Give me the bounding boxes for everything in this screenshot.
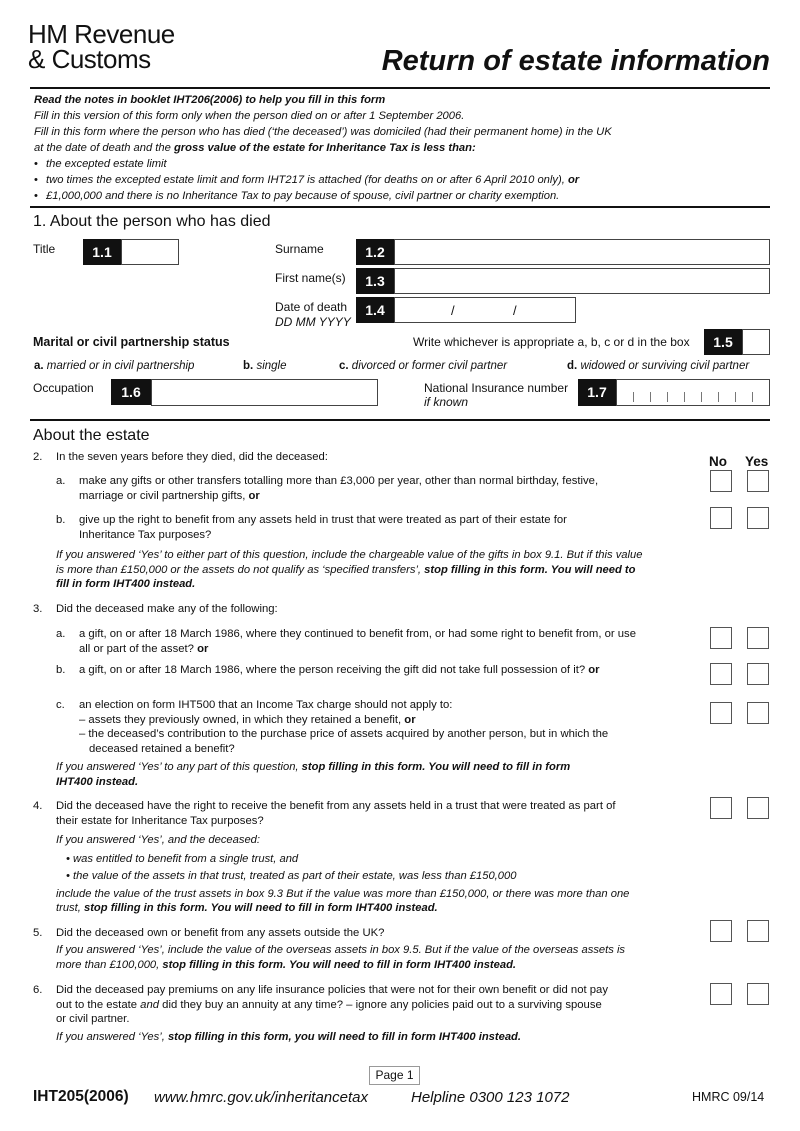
opt-c-text: divorced or former civil partner	[351, 360, 508, 372]
q5-text: Did the deceased own or benefit from any assets outside the UK?	[56, 927, 385, 939]
q3a-letter: a.	[56, 628, 66, 640]
q2a-line-2-text: marriage or civil partnership gifts,	[79, 489, 249, 502]
q2-note-line-2a: is more than £150,000 or the assets do not qualify as ‘specified transfers’,	[56, 563, 425, 576]
q3-note	[56, 760, 570, 789]
q2-text: In the seven years before they died, did the deceased:	[56, 451, 328, 463]
occupation-input[interactable]	[151, 379, 378, 406]
marital-status-label: Marital or civil partnership status	[33, 335, 230, 349]
q5-note-line-2a: more than £100,000,	[56, 958, 163, 971]
q5-no-checkbox[interactable]	[710, 920, 732, 942]
q4-note-line-1: If you answered ‘Yes’, and the deceased:	[56, 834, 260, 846]
header-rule	[30, 87, 770, 89]
q5-note-line-2	[56, 958, 625, 973]
q6-text	[56, 983, 608, 1027]
q6-line-2c: did they buy an annuity at any time? – ignore any policies paid out to a surviving spouse	[159, 998, 602, 1011]
nino-divider	[718, 392, 719, 402]
q6-no-checkbox[interactable]	[710, 983, 732, 1005]
q4-note	[56, 833, 629, 916]
q2b-line-1: give up the right to benefit from any assets held in trust that were treated as part of their estate for	[79, 514, 567, 526]
dod-separator-1: /	[451, 303, 455, 318]
q3b-text	[79, 663, 600, 678]
col-yes-header: Yes	[745, 454, 769, 469]
footer-url[interactable]: www.hmrc.gov.uk/inheritancetax	[154, 1089, 368, 1106]
dod-label: Date of death	[275, 300, 348, 314]
q6-note-a: If you answered ‘Yes’,	[56, 1031, 168, 1043]
q3-note-line-1b: stop filling in this form. You will need to fill in form	[301, 761, 571, 773]
date-of-death-input[interactable]	[394, 297, 576, 323]
q6-line-3: or civil partner.	[56, 1013, 130, 1025]
q5-note-line-2b: stop filling in this form. You will need to fill in form IHT400 instead.	[162, 958, 517, 971]
col-no-header: No	[709, 454, 727, 469]
q2-note	[56, 548, 642, 592]
q3c-sub-1	[79, 713, 608, 728]
marital-option-b	[243, 360, 287, 372]
q4-no-checkbox[interactable]	[710, 797, 732, 819]
box-tag-1-1: 1.1	[83, 239, 121, 265]
estate-heading: About the estate	[33, 427, 150, 444]
nino-divider	[701, 392, 702, 402]
q3c-text	[79, 698, 608, 756]
nino-divider	[735, 392, 736, 402]
q2a-line-1: make any gifts or other transfers totalling more than £3,000 per year, other than normal birthday, festive,	[79, 475, 599, 487]
q3-note-line-1a: If you answered ‘Yes’ to any part of this question,	[56, 761, 302, 773]
opt-a-text: married or in civil partnership	[46, 360, 195, 372]
title-label: Title	[33, 242, 56, 256]
q6-line-2b: and	[140, 998, 160, 1011]
q3a-line-2-text: all or part of the asset?	[79, 642, 198, 655]
q2-note-line-1: If you answered ‘Yes’ to either part of this question, include the chargeable value of the gifts in box 9.1. But if this value	[56, 549, 643, 561]
dod-separator-2: /	[513, 303, 517, 318]
intro-bullet-2b: or	[567, 174, 580, 186]
surname-label: Surname	[275, 242, 324, 256]
q4-note-bullet-1: • was entitled to benefit from a single trust, and	[66, 852, 299, 865]
logo-line-2: & Customs	[28, 44, 151, 74]
box-tag-1-2: 1.2	[356, 239, 394, 265]
q6-number: 6.	[33, 984, 43, 996]
q2b-text	[79, 513, 567, 542]
section1-heading: 1. About the person who has died	[33, 213, 271, 230]
q3a-line-2	[79, 642, 636, 657]
q3a-text	[79, 627, 636, 656]
q5-note-line-1: If you answered ‘Yes’, include the value of the overseas assets in box 9.5. But if the value of the overseas assets is	[56, 944, 626, 956]
nino-divider	[633, 392, 634, 402]
nino-label: National Insurance number	[424, 381, 569, 395]
q3-number: 3.	[33, 603, 43, 615]
q3c-sub-1-or: or	[404, 713, 416, 726]
intro-line-4b: gross value of the estate for Inheritance Tax is less than:	[173, 142, 476, 154]
q3c-yes-checkbox[interactable]	[747, 702, 769, 724]
nino-input[interactable]	[616, 379, 770, 406]
q3a-or: or	[197, 642, 209, 655]
intro-bullet-2a: two times the excepted estate limit and form IHT217 is attached (for deaths on or after 6 April 2010 only),	[46, 174, 568, 186]
intro-line-1: Read the notes in booklet IHT206(2006) to help you fill in this form	[34, 94, 386, 106]
q3b-yes-checkbox[interactable]	[747, 663, 769, 685]
q2-note-line-3: fill in form IHT400 instead.	[56, 578, 196, 590]
q2b-yes-checkbox[interactable]	[747, 507, 769, 529]
q2a-yes-checkbox[interactable]	[747, 470, 769, 492]
q2-note-line-2b: stop filling in this form. You will need to	[424, 563, 636, 576]
q6-note-b: stop filling in this form, you will need to fill in form IHT400 instead.	[167, 1031, 521, 1043]
q2b-no-checkbox[interactable]	[710, 507, 732, 529]
q3b-no-checkbox[interactable]	[710, 663, 732, 685]
q3c-sub-2: – the deceased’s contribution to the purchase price of assets acquired by another person, but in which the	[79, 728, 609, 740]
q3a-line-1: a gift, on or after 18 March 1986, where they continued to benefit from, or had some right to benefit from, or use	[79, 628, 636, 640]
intro-notes	[34, 92, 774, 204]
q2a-letter: a.	[56, 475, 66, 487]
q4-line-1: Did the deceased have the right to receive the benefit from any assets held in a trust that were treated as part of	[56, 800, 616, 812]
q3-note-line-1	[56, 760, 570, 775]
q3c-no-checkbox[interactable]	[710, 702, 732, 724]
q2a-no-checkbox[interactable]	[710, 470, 732, 492]
q3c-letter: c.	[56, 699, 65, 711]
firstname-label: First name(s)	[275, 271, 346, 285]
q6-yes-checkbox[interactable]	[747, 983, 769, 1005]
q6-line-1: Did the deceased pay premiums on any life insurance policies that were not for their own benefit or did not pay	[56, 984, 608, 996]
intro-bullet-1: • the excepted estate limit	[34, 156, 774, 172]
opt-b-text: single	[256, 360, 287, 372]
q5-note	[56, 943, 625, 972]
q2a-or: or	[248, 489, 260, 502]
q3b-line: a gift, on or after 18 March 1986, where the person receiving the gift did not take full possession of it?	[79, 664, 589, 676]
firstname-input[interactable]	[394, 268, 770, 294]
q2a-line-2	[79, 489, 598, 504]
q2a-text	[79, 474, 598, 503]
opt-c-letter: c.	[339, 360, 349, 372]
nino-divider	[667, 392, 668, 402]
marital-option-c	[339, 360, 507, 372]
intro-line-3: Fill in this form where the person who has died (‘the deceased’) was domiciled (had their permanent home) in the UK	[34, 126, 612, 138]
occupation-label: Occupation	[33, 381, 94, 395]
marital-option-a	[34, 360, 194, 372]
nino-sub-label: if known	[424, 395, 469, 409]
q4-yes-checkbox[interactable]	[747, 797, 769, 819]
marital-status-input[interactable]	[742, 329, 770, 355]
box-tag-1-4: 1.4	[356, 297, 394, 323]
q2b-line-2: Inheritance Tax purposes?	[79, 528, 212, 541]
q4-note-line-3	[56, 901, 629, 916]
estate-rule	[30, 419, 770, 421]
intro-line-4a: at the date of death and the	[34, 142, 174, 154]
q2b-letter: b.	[56, 514, 66, 526]
q4-note-line-3b: stop filling in this form. You will need to fill in form IHT400 instead.	[83, 902, 438, 914]
q3c-sub-2b: deceased retained a benefit?	[89, 742, 235, 755]
q3c-line-1: an election on form IHT500 that an Income Tax charge should not apply to:	[79, 699, 453, 711]
box-tag-1-3: 1.3	[356, 268, 394, 294]
form-title: Return of estate information	[381, 45, 770, 77]
page-number: Page 1	[369, 1066, 420, 1085]
q2-note-line-2	[56, 563, 642, 578]
intro-bullet-2	[34, 172, 774, 188]
logo-line-1: HM Revenue	[28, 19, 175, 49]
intro-line-2: Fill in this version of this form only when the person died on or after 1 September 2006.	[34, 110, 465, 122]
section1-rule	[30, 206, 770, 208]
q4-note-bullet-2-text: the value of the assets in that trust, treated as part of their estate, was less than £150,000	[73, 870, 517, 882]
q3c-sub-1-text: – assets they previously owned, in which they retained a benefit,	[79, 713, 405, 726]
q4-text	[56, 799, 616, 828]
q3b-or: or	[588, 664, 600, 676]
marital-option-d	[567, 360, 749, 372]
box-tag-1-6: 1.6	[111, 379, 151, 405]
nino-divider	[650, 392, 651, 402]
surname-input[interactable]	[394, 239, 770, 265]
opt-d-letter: d.	[567, 360, 578, 372]
q6-note	[56, 1030, 521, 1045]
q4-note-bullet-2: • the value of the assets in that trust, treated as part of their estate, was less than £150,000	[66, 870, 517, 882]
q3a-no-checkbox[interactable]	[710, 627, 732, 649]
q5-yes-checkbox[interactable]	[747, 920, 769, 942]
q6-line-2a: out to the estate	[56, 998, 141, 1011]
q4-note-line-2: include the value of the trust assets in box 9.3 But if the value was more than £150,000, or there was more than one	[56, 887, 630, 900]
q3b-letter: b.	[56, 664, 66, 676]
nino-divider	[684, 392, 685, 402]
q4-note-line-3a: trust,	[56, 902, 84, 914]
footer-version: HMRC 09/14	[692, 1090, 765, 1104]
q3-text: Did the deceased make any of the following:	[56, 603, 278, 615]
title-input[interactable]	[121, 239, 179, 265]
q5-number: 5.	[33, 927, 43, 939]
marital-instruction: Write whichever is appropriate a, b, c or d in the box	[413, 335, 690, 349]
dod-format: DD MM YYYY	[275, 315, 351, 329]
box-tag-1-7: 1.7	[578, 379, 616, 406]
opt-d-text: widowed or surviving civil partner	[580, 360, 750, 372]
footer-helpline: Helpline 0300 123 1072	[411, 1089, 570, 1106]
footer-form-code: IHT205(2006)	[33, 1088, 129, 1105]
opt-a-letter: a.	[34, 360, 44, 372]
q4-line-2: their estate for Inheritance Tax purposes?	[56, 814, 264, 827]
q6-line-2	[56, 998, 608, 1013]
nino-divider	[752, 392, 753, 402]
q4-number: 4.	[33, 800, 43, 812]
q3a-yes-checkbox[interactable]	[747, 627, 769, 649]
intro-bullet-3: • £1,000,000 and there is no Inheritance Tax to pay because of spouse, civil partner or charity exemption.	[34, 188, 774, 204]
intro-line-4	[34, 140, 774, 156]
q4-note-bullet-1-text: was entitled to benefit from a single trust, and	[73, 852, 299, 865]
box-tag-1-5: 1.5	[704, 329, 742, 355]
q2-number: 2.	[33, 451, 43, 463]
opt-b-letter: b.	[243, 360, 254, 372]
q3-note-line-2: IHT400 instead.	[56, 775, 139, 788]
hmrc-logo	[28, 19, 175, 74]
